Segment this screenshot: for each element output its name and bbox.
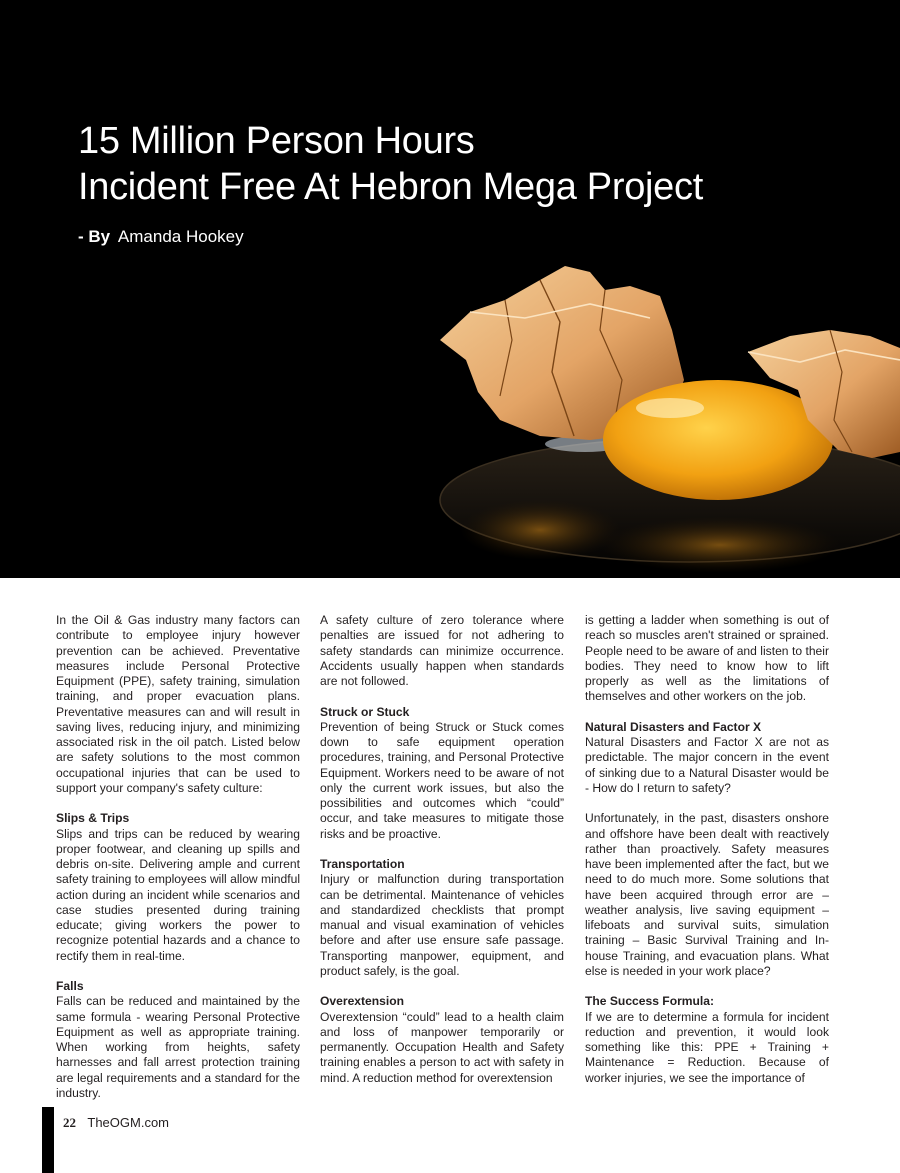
article-column-3: [585, 613, 829, 1086]
paragraph-overextension: Overextension “could” lead to a health claim and loss of manpower temporarily or permanently. Occupation Health and Safety training enables a person to act with safety in mind. A reduction method for overextension: [320, 1009, 564, 1085]
hero-banner: [0, 0, 900, 578]
paragraph-ladder: is getting a ladder when something is out of reach so muscles aren't strained or sprained. People need to be aware of and listen to their bodies. They need to know how to lift properly as well as the limitations of themselves and other workers on the job.: [585, 613, 829, 704]
article-title: [78, 118, 703, 210]
title-line-1: 15 Million Person Hours: [78, 120, 475, 162]
heading-success-formula: The Success Formula:: [585, 994, 715, 1009]
page-number: 22: [63, 1115, 76, 1130]
author-name: Amanda Hookey: [117, 227, 244, 246]
cracked-egg-image: [0, 0, 900, 578]
footer-accent-bar: [42, 1107, 54, 1173]
byline: [78, 227, 244, 247]
paragraph-safety-culture: A safety culture of zero tolerance where penalties are issued for not adhering to safety standards can minimize occurrence. Accidents usually happen when standards are not followed.: [320, 613, 564, 688]
heading-falls: Falls: [56, 979, 84, 993]
paragraph-natural-disasters: Natural Disasters and Factor X are not as predictable. The major concern in the event of sinking due to a Natural Disaster would be - How do I return to safety?: [585, 735, 829, 795]
article-column-2: [320, 613, 564, 1086]
paragraph-transportation: Injury or malfunction during transportation can be detrimental. Maintenance of vehicles and standardized checklists that prompt manual and visual examination of vehicles before and after use ensure safe passage. Transporting manpower, equipment, and product safely, is the goal.: [320, 872, 564, 978]
paragraph-falls: Falls can be reduced and maintained by the same formula - wearing Personal Protective Equipment as well as appropriate training. When working from heights, safety harnesses and fall arrest protection training are legal requirements and a standard for the industry.: [56, 994, 300, 1100]
paragraph-unfortunately: Unfortunately, in the past, disasters onshore and offshore have been dealt with reactively rather than proactively. Safety measures have been implemented after the fact, but we need to do much more. Some solutions that have been acquired through error are – weather analysis, live saving equipment – lifeboats and survival suits, simulation training – Basic Survival Training and In-house Training, and evacuation plans. What else is needed in your work place?: [585, 811, 829, 978]
heading-transportation: Transportation: [320, 857, 405, 871]
paragraph-success-formula: If we are to determine a formula for incident reduction and prevention, it would look something like this: PPE + Training + Maintenance = Reduction. Because of worker injuries, we see the importance of: [585, 1009, 829, 1085]
heading-struck-or-stuck: Struck or Stuck: [320, 704, 410, 719]
byline-prefix: - By: [78, 227, 111, 246]
page-footer: [63, 1115, 169, 1131]
site-link[interactable]: TheOGM.com: [87, 1115, 170, 1130]
title-line-2: Incident Free At Hebron Mega Project: [78, 166, 703, 208]
paragraph-struck-or-stuck: Prevention of being Struck or Stuck comes down to safe equipment operation procedures, training, and Personal Protective Equipment. Workers need to be aware of not only the current work issues, but also the possibilities and outcomes which “could” occur, and take measures to mitigate those risks and be proactive.: [320, 719, 564, 841]
heading-natural-disasters: Natural Disasters and Factor X: [585, 719, 762, 734]
intro-paragraph: In the Oil & Gas industry many factors can contribute to employee injury however prevention can be achieved. Preventative measures include Personal Protective Equipment (PPE), safety training, simulation training, and proper evacuation plans. Preventative measures can and will result in saving lives, reducing injury, and minimizing associated risk in the oil patch. Listed below are safety solutions to the most common occupational injuries that can be used to support your company's safety culture:: [56, 613, 300, 795]
paragraph-slips-trips: Slips and trips can be reduced by wearing proper footwear, and cleaning up spills and debris on-site. Delivering ample and current safety training to employees will allow mindful action during an incident while scenarios and case studies presented during training educate; giving workers the power to recognize potential hazards and a chance to rectify them in real-time.: [56, 826, 301, 963]
heading-slips-trips: Slips & Trips: [56, 811, 130, 826]
heading-overextension: Overextension: [320, 994, 405, 1009]
article-column-1: [56, 613, 300, 1101]
